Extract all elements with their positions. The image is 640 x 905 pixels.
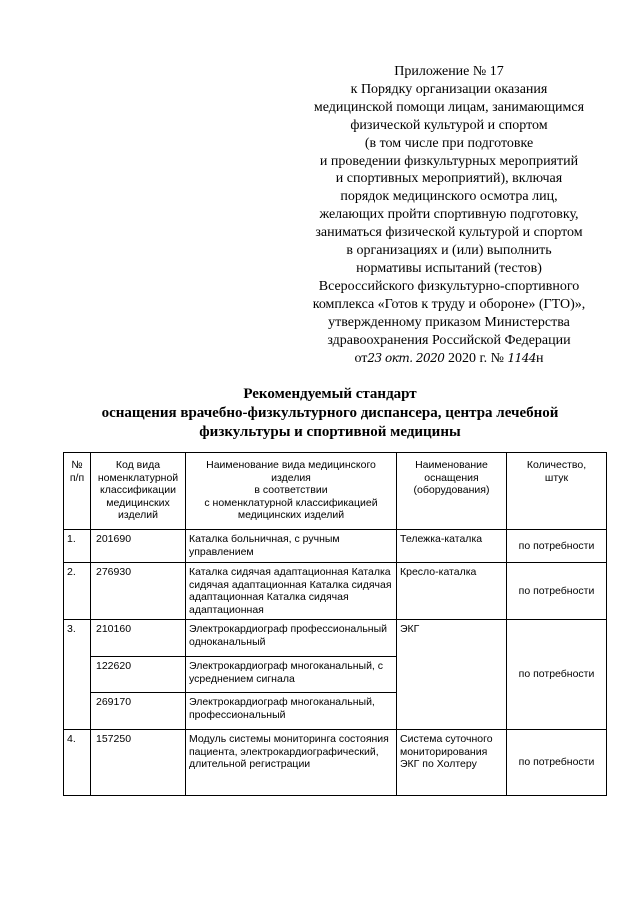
appendix-line: (в том числе при подготовке — [364, 135, 534, 151]
date-prefix: от — [354, 350, 368, 366]
heading-line: Рекомендуемый стандарт — [243, 386, 417, 402]
appendix-line: желающих пройти спортивную подготовку, — [319, 207, 579, 223]
equipment-table — [63, 452, 607, 796]
appendix-line: нормативы испытаний (тестов) — [356, 260, 542, 276]
row-number: 4. — [64, 730, 91, 796]
device-code: 276930 — [91, 563, 186, 620]
handwritten-number: 1144 — [507, 350, 537, 365]
quantity: по потребности — [507, 620, 607, 730]
table-row — [64, 620, 607, 657]
header-number: № п/п — [64, 453, 91, 530]
appendix-line: утвержденному приказом Министерства — [328, 314, 570, 330]
heading-line: оснащения врачебно-физкультурного диспансера, центра лечебной — [101, 405, 559, 421]
header-equipment: Наименование оснащения (оборудования) — [397, 453, 507, 530]
appendix-block — [290, 63, 608, 367]
device-name: Электрокардиограф многоканальный, профессиональный — [186, 693, 397, 730]
equipment-name: Система суточного мониторирования ЭКГ по Холтеру — [397, 730, 507, 796]
header-device-name: Наименование вида медицинского изделия в соответствии с номенклатурной классификацией медицинских изделий — [186, 453, 397, 530]
quantity: по потребности — [507, 563, 607, 620]
equipment-name: ЭКГ — [397, 620, 507, 730]
table-row — [64, 530, 607, 563]
device-name: Каталка больничная, с ручным управлением — [186, 530, 397, 563]
header-code: Код вида номенклатурной классификации медицинских изделий — [91, 453, 186, 530]
appendix-line: медицинской помощи лицам, занимающимся — [313, 99, 585, 115]
handwritten-date: 23 окт. 2020 — [367, 350, 445, 365]
device-code: 269170 — [91, 693, 186, 730]
appendix-line: и проведении физкультурных мероприятий — [319, 153, 579, 169]
appendix-line: в организациях и (или) выполнить — [346, 243, 552, 259]
device-code: 201690 — [91, 530, 186, 563]
date-suffix: н — [536, 350, 544, 366]
table-row — [64, 563, 607, 620]
appendix-line: к Порядку организации оказания — [350, 81, 548, 97]
device-name: Электрокардиограф многоканальный, с усреднением сигнала — [186, 657, 397, 693]
equipment-name: Тележка-каталка — [397, 530, 507, 563]
appendix-line: порядок медицинского осмотра лиц, — [340, 189, 558, 205]
appendix-line: здравоохранения Российской Федерации — [327, 332, 571, 348]
quantity: по потребности — [507, 730, 607, 796]
device-name: Электрокардиограф профессиональный одноканальный — [186, 620, 397, 657]
appendix-line: физической культурой и спортом — [350, 117, 548, 133]
row-number: 1. — [64, 530, 91, 563]
device-name: Модуль системы мониторинга состояния пациента, электрокардиографический, длительной регистрации — [186, 730, 397, 796]
heading-line: физкультуры и спортивной медицины — [199, 424, 461, 440]
row-number: 3. — [64, 620, 91, 730]
device-code: 157250 — [91, 730, 186, 796]
device-name: Каталка сидячая адаптационная Каталка сидячая адаптационная Каталка сидячая адаптационная Каталка сидячая адаптационная — [186, 563, 397, 620]
appendix-line: Всероссийского физкультурно-спортивного — [318, 278, 580, 294]
appendix-line: Приложение № 17 — [394, 64, 504, 79]
order-date-line — [290, 350, 608, 368]
table-row — [64, 730, 607, 796]
row-number: 2. — [64, 563, 91, 620]
appendix-line: комплекса «Готов к труду и обороне» (ГТО)», — [312, 296, 586, 312]
standard-heading — [80, 385, 580, 442]
appendix-line: и спортивных мероприятий), включая — [335, 171, 563, 187]
equipment-name: Кресло-каталка — [397, 563, 507, 620]
device-code: 122620 — [91, 657, 186, 693]
quantity: по потребности — [507, 530, 607, 563]
device-code: 210160 — [91, 620, 186, 657]
appendix-line: заниматься физической культурой и спортом — [315, 225, 583, 241]
date-year: 2020 г. № — [444, 350, 508, 366]
header-quantity: Количество, штук — [507, 453, 607, 530]
table-header-row — [64, 453, 607, 530]
